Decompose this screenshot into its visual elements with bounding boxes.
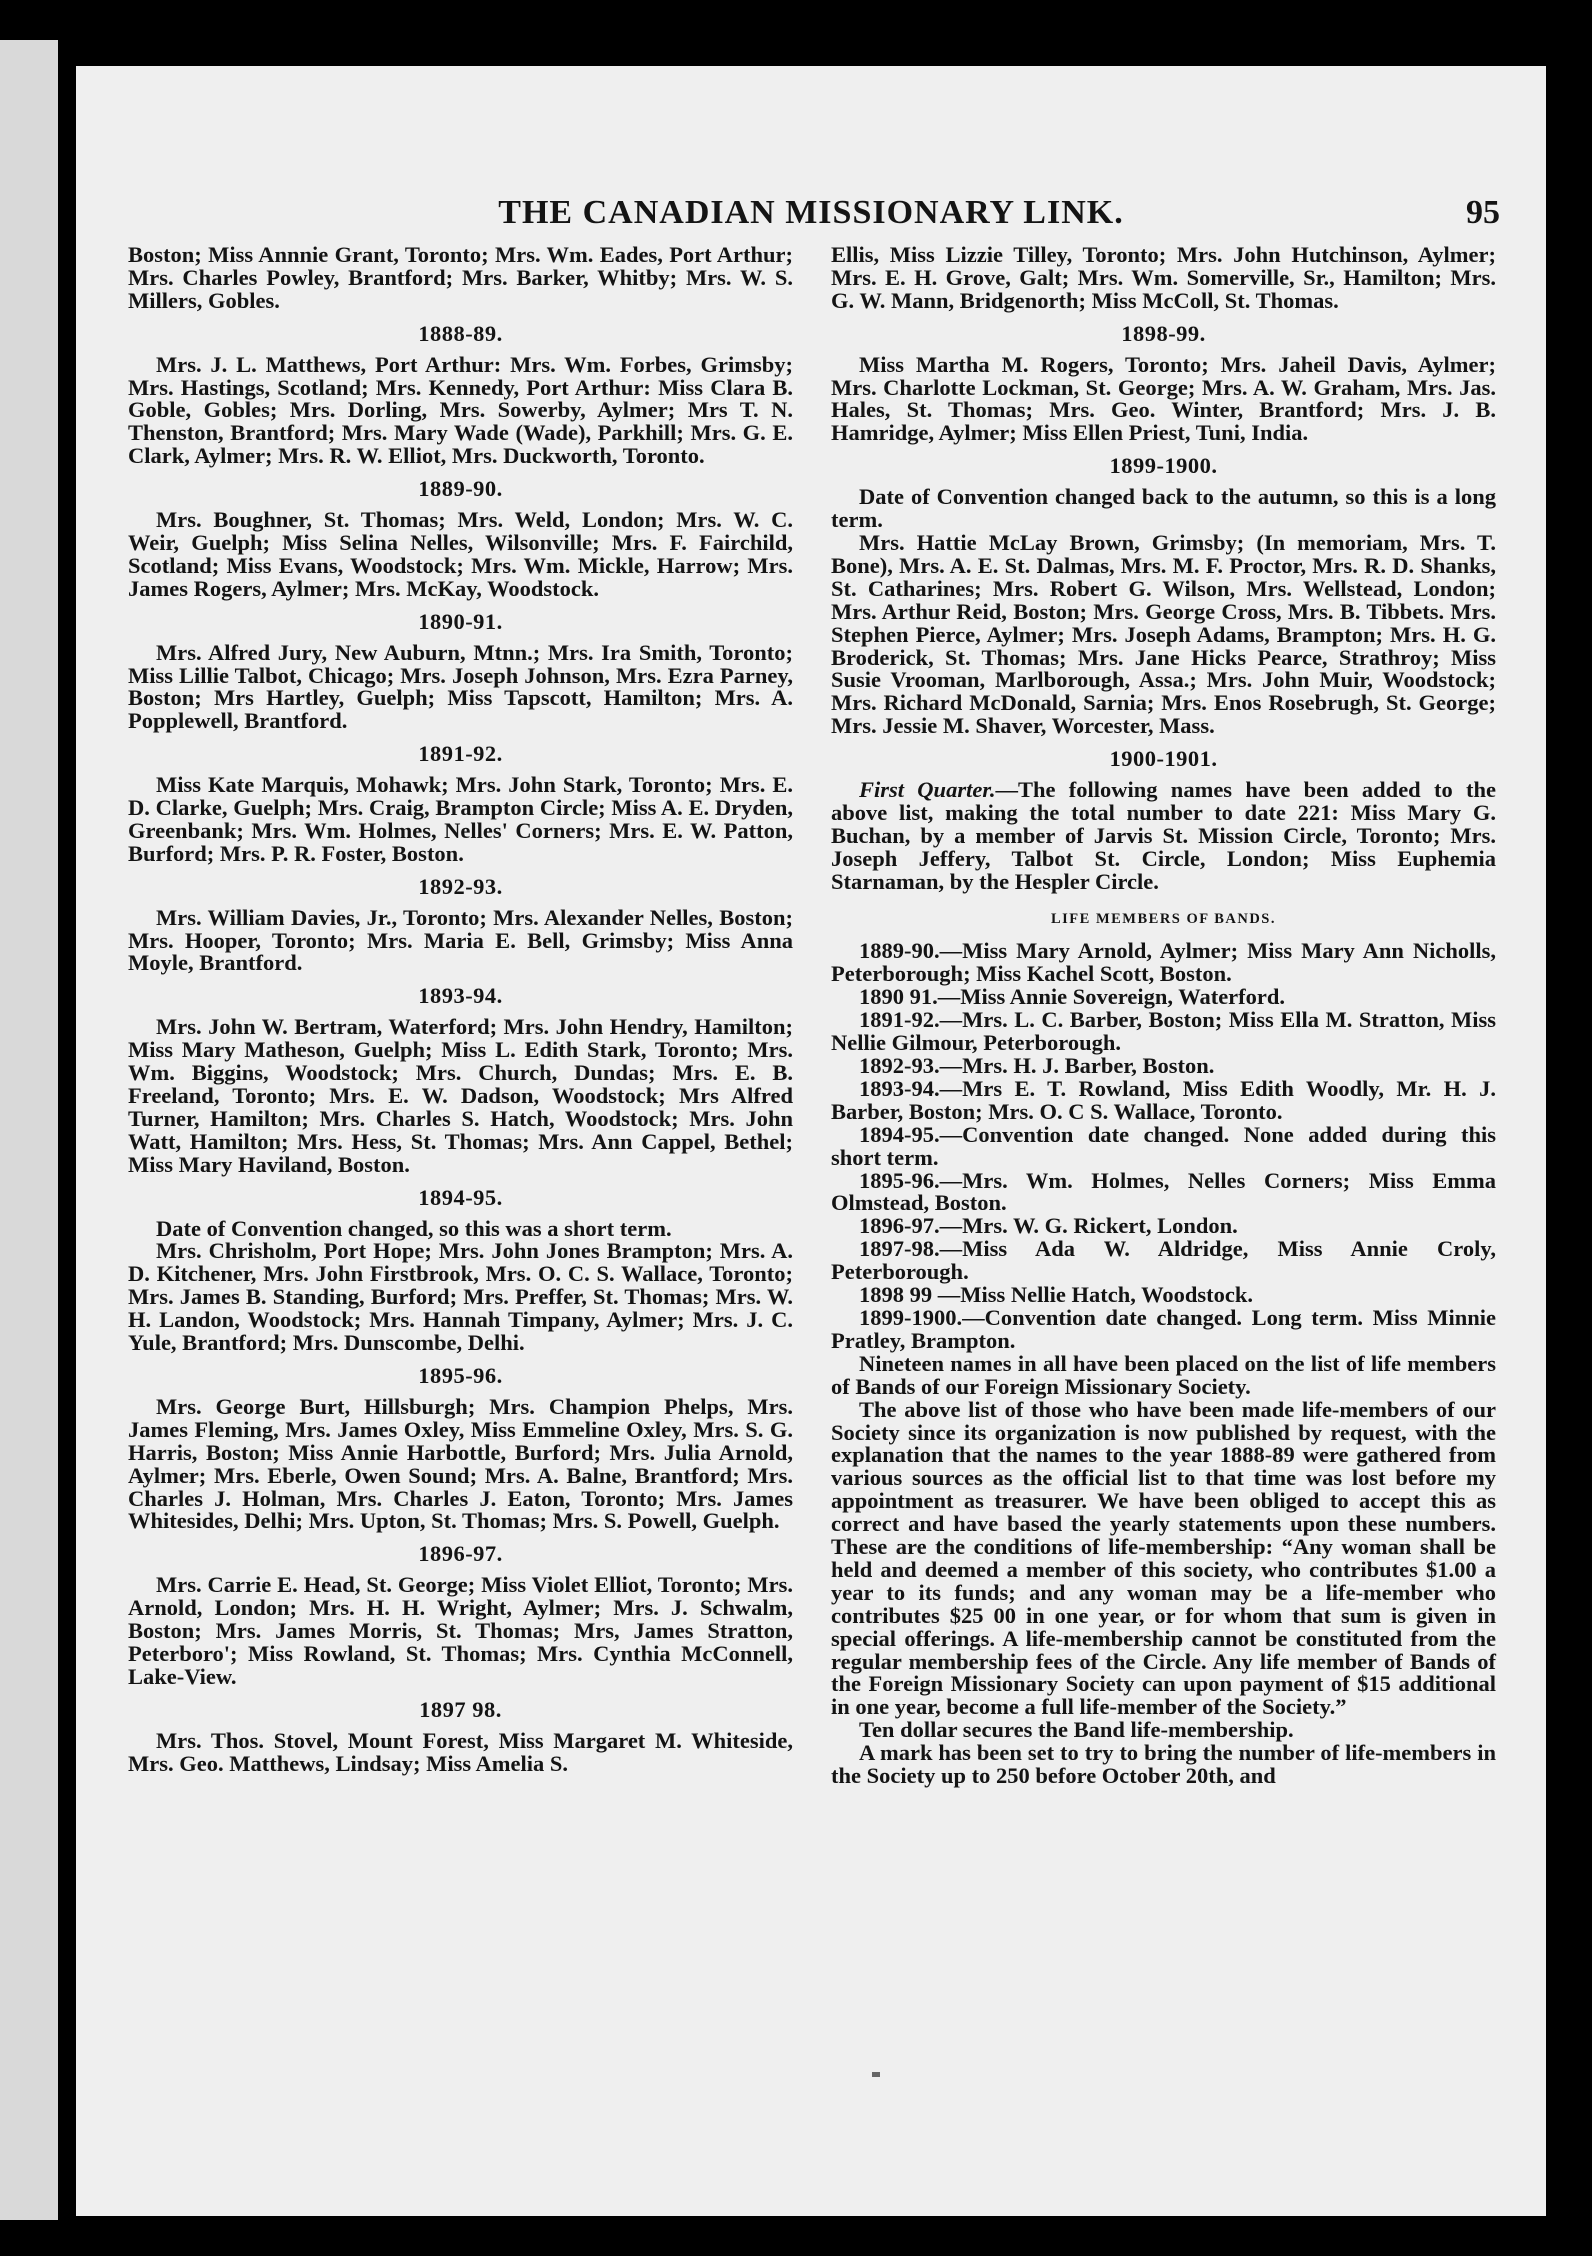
year-heading: 1891-92. [418,741,503,767]
paragraph: Date of Convention changed back to the autumn, so this is a long term. [831,484,1496,533]
paragraph: Mrs. Hattie McLay Brown, Grimsby; (In memoriam, Mrs. T. Bone), Mrs. A. E. St. Dalmas, Mrs. M. F. Proctor, Mrs. R. D. Shanks, St. Catharines; Mrs. Robert G. Wilson, Mrs. Wellstead, London; Mrs. Arthur Reid, Boston; Mrs. George Cross, Mrs. B. Tibbets. Mrs. Stephen Pierce, Aylmer; Mrs. Joseph Adams, Brampton; Mrs. H. G. Broderick, St. Thomas; Mrs. Jane Hicks Pearce, Strathroy; Miss Susie Vrooman, Marlborough, Assa.; Mrs. John Muir, Woodstock; Mrs. Richard McDonald, Sarnia; Mrs. Enos Rosebrugh, St. George; Mrs. Jessie M. Shaver, Worcester, Mass. [831,529,1496,739]
band-entry: 1889-90.—Miss Mary Arnold, Aylmer; Miss Mary Ann Nicholls, Peterborough; Miss Kachel Scott, Boston. [831,938,1496,987]
print-speck [872,2072,880,2077]
paragraph: Mrs. Boughner, St. Thomas; Mrs. Weld, London; Mrs. W. C. Weir, Guelph; Miss Selina Nelles, Wilsonville; Mrs. F. Fairchild, Scotland; Miss Evans, Woodstock; Mrs. Wm. Mickle, Harrow; Mrs. James Rogers, Aylmer; Mrs. McKay, Woodstock. [128,507,793,601]
year-heading: 1899-1900. [1109,453,1218,479]
year-heading: 1888-89. [418,320,503,346]
year-heading: 1893-94. [418,983,503,1009]
left-page-edge [0,40,58,2220]
section-heading: LIFE MEMBERS OF BANDS. [1050,910,1276,927]
paragraph: Mrs. J. L. Matthews, Port Arthur: Mrs. Wm. Forbes, Grimsby; Mrs. Hastings, Scotland; Mrs. Kennedy, Port Arthur: Miss Clara B. Goble, Gobles; Mrs. Dorling, Mrs. Sowerby, Aylmer; Mrs T. N. Thenston, Brantford; Mrs. Mary Wade (Wade), Parkhill; Mrs. G. E. Clark, Aylmer; Mrs. R. W. Elliot, Mrs. Duckworth, Toronto. [128,351,793,469]
year-heading: 1898-99. [1121,320,1206,346]
left-column [128,244,793,1775]
paragraph: Ellis, Miss Lizzie Tilley, Toronto; Mrs. John Hutchinson, Aylmer; Mrs. E. H. Grove, Galt; Mrs. Wm. Somerville, Sr., Hamilton; Mrs. G. W. Mann, Bridgenorth; Miss McColl, St. Thomas. [831,242,1496,313]
page-gutter [58,40,76,2220]
band-entry: 1894-95.—Convention date changed. None added during this short term. [831,1121,1496,1170]
first-quarter-label: First Quarter. [859,777,996,803]
band-entry: 1899-1900.—Convention date changed. Long term. Miss Minnie Pratley, Brampton. [831,1304,1496,1353]
paragraph: Ten dollar secures the Band life-membership. [859,1717,1294,1743]
band-entry: 1895-96.—Mrs. Wm. Holmes, Nelles Corners; Miss Emma Olmstead, Boston. [831,1167,1496,1216]
band-entry: 1893-94.—Mrs E. T. Rowland, Miss Edith Woodly, Mr. H. J. Barber, Boston; Mrs. O. C S. Wallace, Toronto. [831,1075,1496,1124]
year-heading: 1892-93. [418,873,503,899]
document-page [76,66,1546,2216]
page-number: 95 [1466,194,1500,231]
band-entry: 1896-97.—Mrs. W. G. Rickert, London. [859,1213,1238,1239]
paragraph: Mrs. John W. Bertram, Waterford; Mrs. John Hendry, Hamilton; Miss Mary Matheson, Guelph; Miss L. Edith Stark, Toronto; Mrs. Wm. Biggins, Woodstock; Mrs. Church, Dundas; Mrs. E. B. Freeland, Toronto; Mrs. E. W. Dadson, Woodstock; Mrs Alfred Turner, Hamilton; Mrs. Charles S. Hatch, Woodstock; Mrs. John Watt, Hamilton; Mrs. Hess, St. Thomas; Mrs. Ann Cappel, Bethel; Miss Mary Haviland, Boston. [128,1014,793,1177]
band-entry: 1890 91.—Miss Annie Sovereign, Waterford. [859,984,1286,1010]
paragraph: Miss Martha M. Rogers, Toronto; Mrs. Jaheil Davis, Aylmer; Mrs. Charlotte Lockman, St. George; Mrs. A. W. Graham, Mrs. Jas. Hales, St. Thomas; Mrs. Geo. Winter, Brantford; Mrs. J. B. Hamridge, Aylmer; Miss Ellen Priest, Tuni, India. [831,351,1496,446]
band-entry: 1891-92.—Mrs. L. C. Barber, Boston; Miss Ella M. Stratton, Miss Nellie Gilmour, Peterborough. [831,1007,1496,1056]
paragraph: Mrs. Carrie E. Head, St. George; Miss Violet Elliot, Toronto; Mrs. Arnold, London; Mrs. H. H. Wright, Aylmer; Mrs. J. Schwalm, Boston; Mrs. James Morris, St. Thomas; Mrs, James Stratton, Peterboro'; Miss Rowland, St. Thomas; Mrs. Cynthia McConnell, Lake-View. [128,1572,793,1689]
year-heading: 1897 98. [419,1696,502,1722]
paragraph: Mrs. Thos. Stovel, Mount Forest, Miss Margaret M. Whiteside, Mrs. Geo. Matthews, Lindsay; Miss Amelia S. [128,1727,793,1776]
year-heading: 1890-91. [418,608,503,634]
paragraph: Mrs. Chrisholm, Port Hope; Mrs. John Jones Brampton; Mrs. A. D. Kitchener, Mrs. John Firstbrook, Mrs. O. C. S. Wallace, Toronto; Mrs. James B. Standing, Burford; Mrs. Preffer, St. Thomas; Mrs. W. H. Landon, Woodstock; Mrs. Hannah Timpany, Aylmer; Mrs. J. C. Yule, Brantford; Mrs. Dunscombe, Delhi. [128,1238,793,1356]
year-heading: 1894-95. [418,1184,503,1210]
year-heading: 1900-1901. [1109,746,1218,772]
band-entry: 1898 99 —Miss Nellie Hatch, Woodstock. [859,1282,1253,1308]
page-title: THE CANADIAN MISSIONARY LINK. [498,194,1124,231]
paragraph: Mrs. William Davies, Jr., Toronto; Mrs. Alexander Nelles, Boston; Mrs. Hooper, Toronto; Mrs. Maria E. Bell, Grimsby; Miss Anna Moyle, Brantford. [128,904,793,976]
paragraph: A mark has been set to try to bring the number of life-members in the Society up to 250 before October 20th, and [831,1740,1496,1789]
paragraph: Miss Kate Marquis, Mohawk; Mrs. John Stark, Toronto; Mrs. E. D. Clarke, Guelph; Mrs. Craig, Brampton Circle; Miss A. E. Dryden, Greenbank; Mrs. Wm. Holmes, Nelles' Corners; Mrs. E. W. Patton, Burford; Mrs. P. R. Foster, Boston. [128,772,793,866]
paragraph: Boston; Miss Annnie Grant, Toronto; Mrs. Wm. Eades, Port Arthur; Mrs. Charles Powley, Brantford; Mrs. Barker, Whitby; Mrs. W. S. Millers, Gobles. [128,242,793,313]
year-heading: 1889-90. [418,476,503,502]
band-entry: 1892-93.—Mrs. H. J. Barber, Boston. [859,1053,1215,1078]
paragraph: Mrs. Alfred Jury, New Auburn, Mtnn.; Mrs. Ira Smith, Toronto; Miss Lillie Talbot, Chicago; Mrs. Joseph Johnson, Mrs. Ezra Parney, Boston; Mrs Hartley, Guelph; Miss Tapscott, Hamilton; Mrs. A. Popplewell, Brantford. [128,639,793,734]
band-entry: 1897-98.—Miss Ada W. Aldridge, Miss Annie Croly, Peterborough. [831,1236,1496,1285]
paragraph: Mrs. George Burt, Hillsburgh; Mrs. Champion Phelps, Mrs. James Fleming, Mrs. James Oxley, Miss Emmeline Oxley, Mrs. S. G. Harris, Boston; Miss Annie Harbottle, Burford; Mrs. Julia Arnold, Aylmer; Mrs. Eberle, Owen Sound; Mrs. A. Balne, Brantford; Mrs. Charles J. Holman, Mrs. Charles J. Eaton, Toronto; Mrs. James Whitesides, Delhi; Mrs. Upton, St. Thomas; Mrs. S. Powell, Guelph. [128,1393,793,1534]
right-column [831,244,1496,1788]
year-heading: 1896-97. [418,1541,503,1567]
paragraph: Date of Convention changed, so this was a short term. [156,1215,672,1241]
first-quarter-text: —The following names have been added to the above list, making the total number to date 221: Miss Mary G. Buchan, by a member of Jarvis St. Mission Circle, Toronto; Mrs. Joseph Jeffery, Talbot St. Circle, London; Miss Euphemia Starnaman, by the Hespler Circle. [831,777,1497,894]
paragraph [831,779,1496,894]
running-header [76,194,1546,238]
paragraph: The above list of those who have been made life-members of our Society since its organization is now published by request, with the explanation that the names to the year 1888-89 were gathered from various sources as the official list to that time was lost before my appointment as treasurer. We have been obliged to accept this as correct and have based the yearly statements upon these numbers. These are the conditions of life-membership: “Any woman shall be held and deemed a member of this society, who contributes $1.00 a year to its funds; and any woman may be a life-member who contributes $25 00 in one year, or for whom that sum is given in special offerings. A life-membership cannot be constituted from the regular membership fees of the Circle. Any life member of Bands of the Foreign Missionary Society can upon payment of $15 additional in one year, become a full life-member of the Society.” [831,1396,1496,1720]
paragraph: Nineteen names in all have been placed on the list of life members of Bands of our Foreign Missionary Society. [831,1350,1496,1399]
year-heading: 1895-96. [418,1362,503,1388]
